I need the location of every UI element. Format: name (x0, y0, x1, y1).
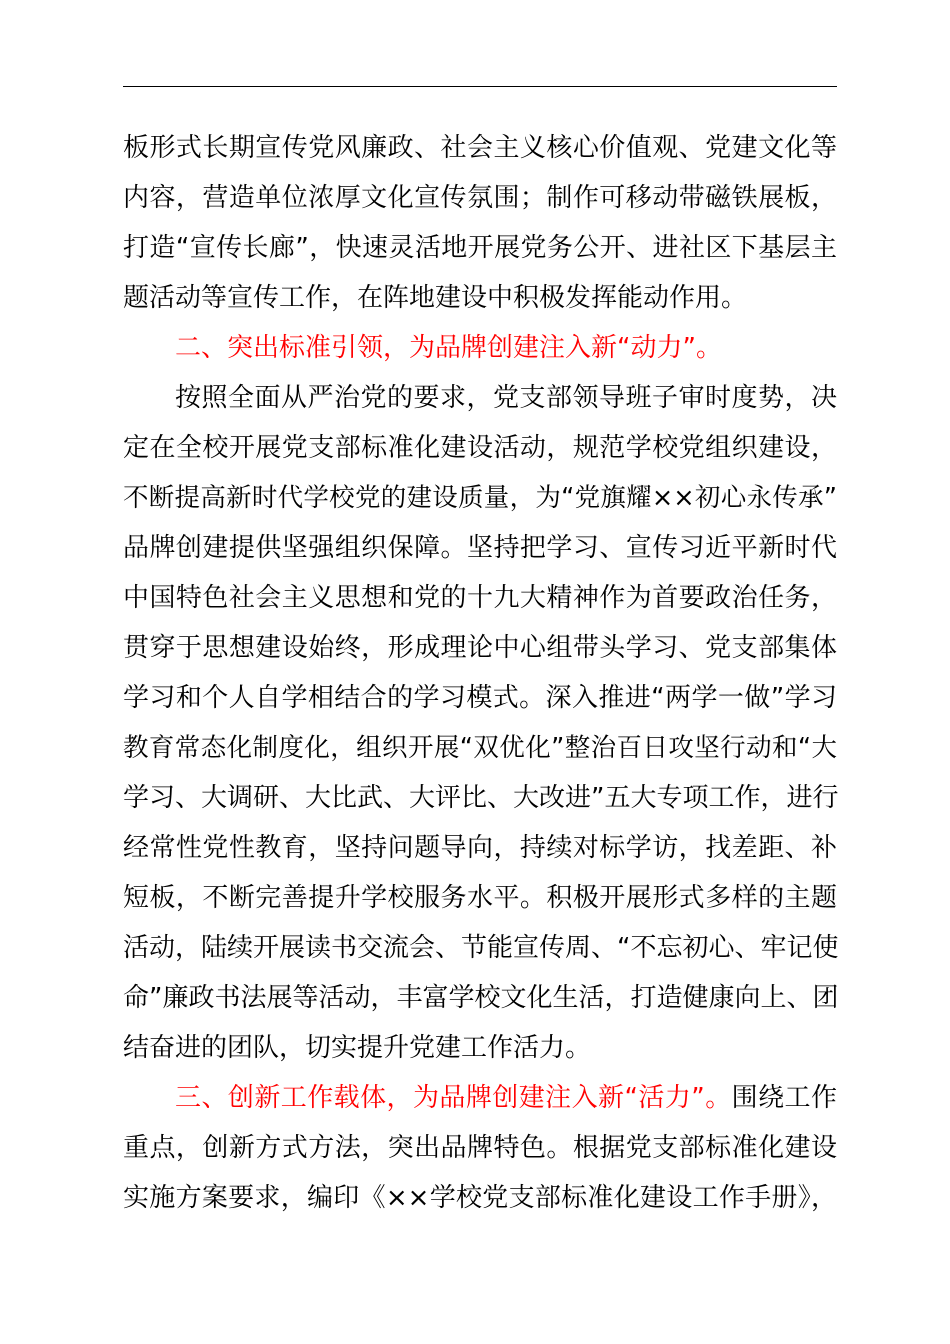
paragraph-2-line: 贯穿于思想建设始终，形成理论中心组带头学习、党支部集体 (123, 633, 837, 663)
paragraph-2-line: 定在全校开展党支部标准化建设活动，规范学校党组织建设， (123, 433, 837, 463)
paragraph-2-line: 不断提高新时代学校党的建设质量，为“党旗耀××初心永传承” (123, 483, 837, 513)
section-heading-2: 二、突出标准引领，为品牌创建注入新“动力”。 (175, 333, 722, 363)
paragraph-1-line: 内容，营造单位浓厚文化宣传氛围；制作可移动带磁铁展板， (123, 183, 837, 213)
paragraph-3-line: 实施方案要求，编印《××学校党支部标准化建设工作手册》， (123, 1183, 837, 1213)
section-heading-3: 三、创新工作载体，为品牌创建注入新“活力”。 (175, 1083, 732, 1113)
paragraph-2-line: 中国特色社会主义思想和党的十九大精神作为首要政治任务， (123, 583, 837, 613)
paragraph-2-line: 短板，不断完善提升学校服务水平。积极开展形式多样的主题 (123, 883, 837, 913)
paragraph-2-line: 教育常态化制度化，组织开展“双优化”整治百日攻坚行动和“大 (123, 733, 837, 763)
paragraph-3-first-line (175, 1080, 837, 1116)
paragraph-2-line: 经常性党性教育，坚持问题导向，持续对标学访，找差距、补 (123, 833, 837, 863)
paragraph-2-line: 结奋进的团队，切实提升党建工作活力。 (123, 1033, 592, 1063)
paragraph-2-line: 按照全面从严治党的要求，党支部领导班子审时度势，决 (175, 383, 837, 413)
paragraph-2-line: 命”廉政书法展等活动，丰富学校文化生活，打造健康向上、团 (123, 983, 839, 1013)
paragraph-3-line: 重点，创新方式方法，突出品牌特色。根据党支部标准化建设 (123, 1133, 837, 1163)
paragraph-2-line: 学习、大调研、大比武、大评比、大改进”五大专项工作，进行 (123, 783, 839, 813)
paragraph-3-lead-text: 围绕工作 (731, 1083, 837, 1113)
paragraph-1-line: 题活动等宣传工作，在阵地建设中积极发挥能动作用。 (123, 283, 748, 313)
paragraph-2-line: 品牌创建提供坚强组织保障。坚持把学习、宣传习近平新时代 (123, 533, 837, 563)
paragraph-1-line: 打造“宣传长廊”，快速灵活地开展党务公开、进社区下基层主 (123, 233, 837, 263)
paragraph-2-line: 活动，陆续开展读书交流会、节能宣传周、“不忘初心、牢记使 (123, 933, 839, 963)
header-rule (123, 86, 837, 87)
paragraph-2-line: 学习和个人自学相结合的学习模式。深入推进“两学一做”学习 (123, 683, 837, 713)
paragraph-1-line: 板形式长期宣传党风廉政、社会主义核心价值观、党建文化等 (123, 133, 837, 163)
